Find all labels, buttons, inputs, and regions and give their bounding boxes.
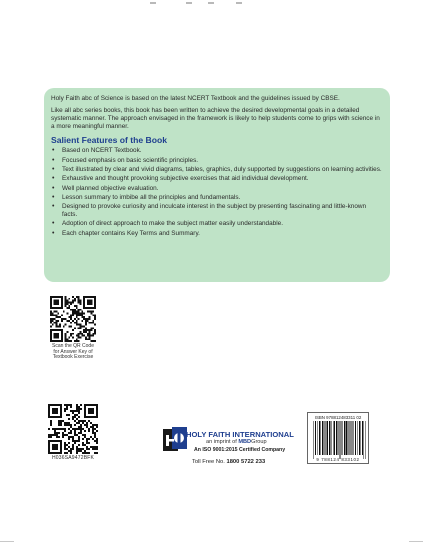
publisher-toll-free: Toll Free No. 1800 5722 233	[192, 459, 266, 465]
crop-mark-left	[0, 541, 14, 542]
answer-key-qr-icon[interactable]	[50, 296, 96, 342]
book-description-panel	[44, 88, 390, 282]
product-qr-block	[46, 404, 100, 461]
feature-item: • Text illustrated by clear and vivid diagrams, tables, graphics, duly supported by suggestions on learning activities.	[51, 166, 383, 174]
feature-item: • Designed to provoke curiosity and inculcate interest in the subject by presenting fascinating and little-known facts.	[51, 203, 383, 219]
answer-key-qr-block	[46, 296, 100, 361]
intro-paragraph-1: Holy Faith abc of Science is based on the latest NCERT Textbook and the guidelines issued by CBSE.	[51, 95, 340, 102]
feature-item: • Lesson summary to imbibe all the principles and fundamentals.	[51, 194, 383, 202]
intro-paragraph-2: Like all abc series books, this book has been written to achieve the desired developmental goals in a detailed systematic manner. The approach envisaged in the framework is likely to help students come to grips with science in a more meaningful manner.	[51, 107, 380, 131]
product-qr-icon[interactable]	[48, 404, 98, 454]
features-list	[51, 147, 383, 237]
barcode-icon	[311, 421, 367, 459]
product-code: H036SA9472BFK	[51, 455, 95, 461]
feature-item: • Adoption of direct approach to make the subject matter easily understandable.	[51, 220, 383, 228]
page-top-marks	[0, 0, 423, 8]
feature-item: • Focused emphasis on basic scientific principles.	[51, 157, 383, 165]
publisher-iso: An ISO 9001:2015 Certified Company	[194, 447, 286, 453]
isbn-barcode-block	[307, 412, 369, 464]
barcode-digits: 9 788124 833102	[316, 457, 360, 462]
qr-caption: Scan the QR Code for Answer Key of Textbook Exercise	[52, 343, 94, 361]
crop-mark-right	[409, 541, 423, 542]
holy-faith-logo-icon	[162, 426, 188, 454]
feature-item: • Based on NCERT Textbook.	[51, 147, 383, 155]
feature-item: • Exhaustive and thought provoking subjective exercises that aid individual development.	[51, 175, 383, 183]
feature-item: • Each chapter contains Key Terms and Summary.	[51, 230, 383, 238]
publisher-name: HOLY FAITH INTERNATIONAL	[186, 430, 294, 439]
feature-item: • Well planned objective evaluation.	[51, 185, 383, 193]
isbn-text: ISBN 978812483311 02	[314, 415, 362, 420]
publisher-imprint: an imprint of MBDGroup	[206, 439, 267, 445]
features-title: Salient Features of the Book	[51, 135, 168, 146]
